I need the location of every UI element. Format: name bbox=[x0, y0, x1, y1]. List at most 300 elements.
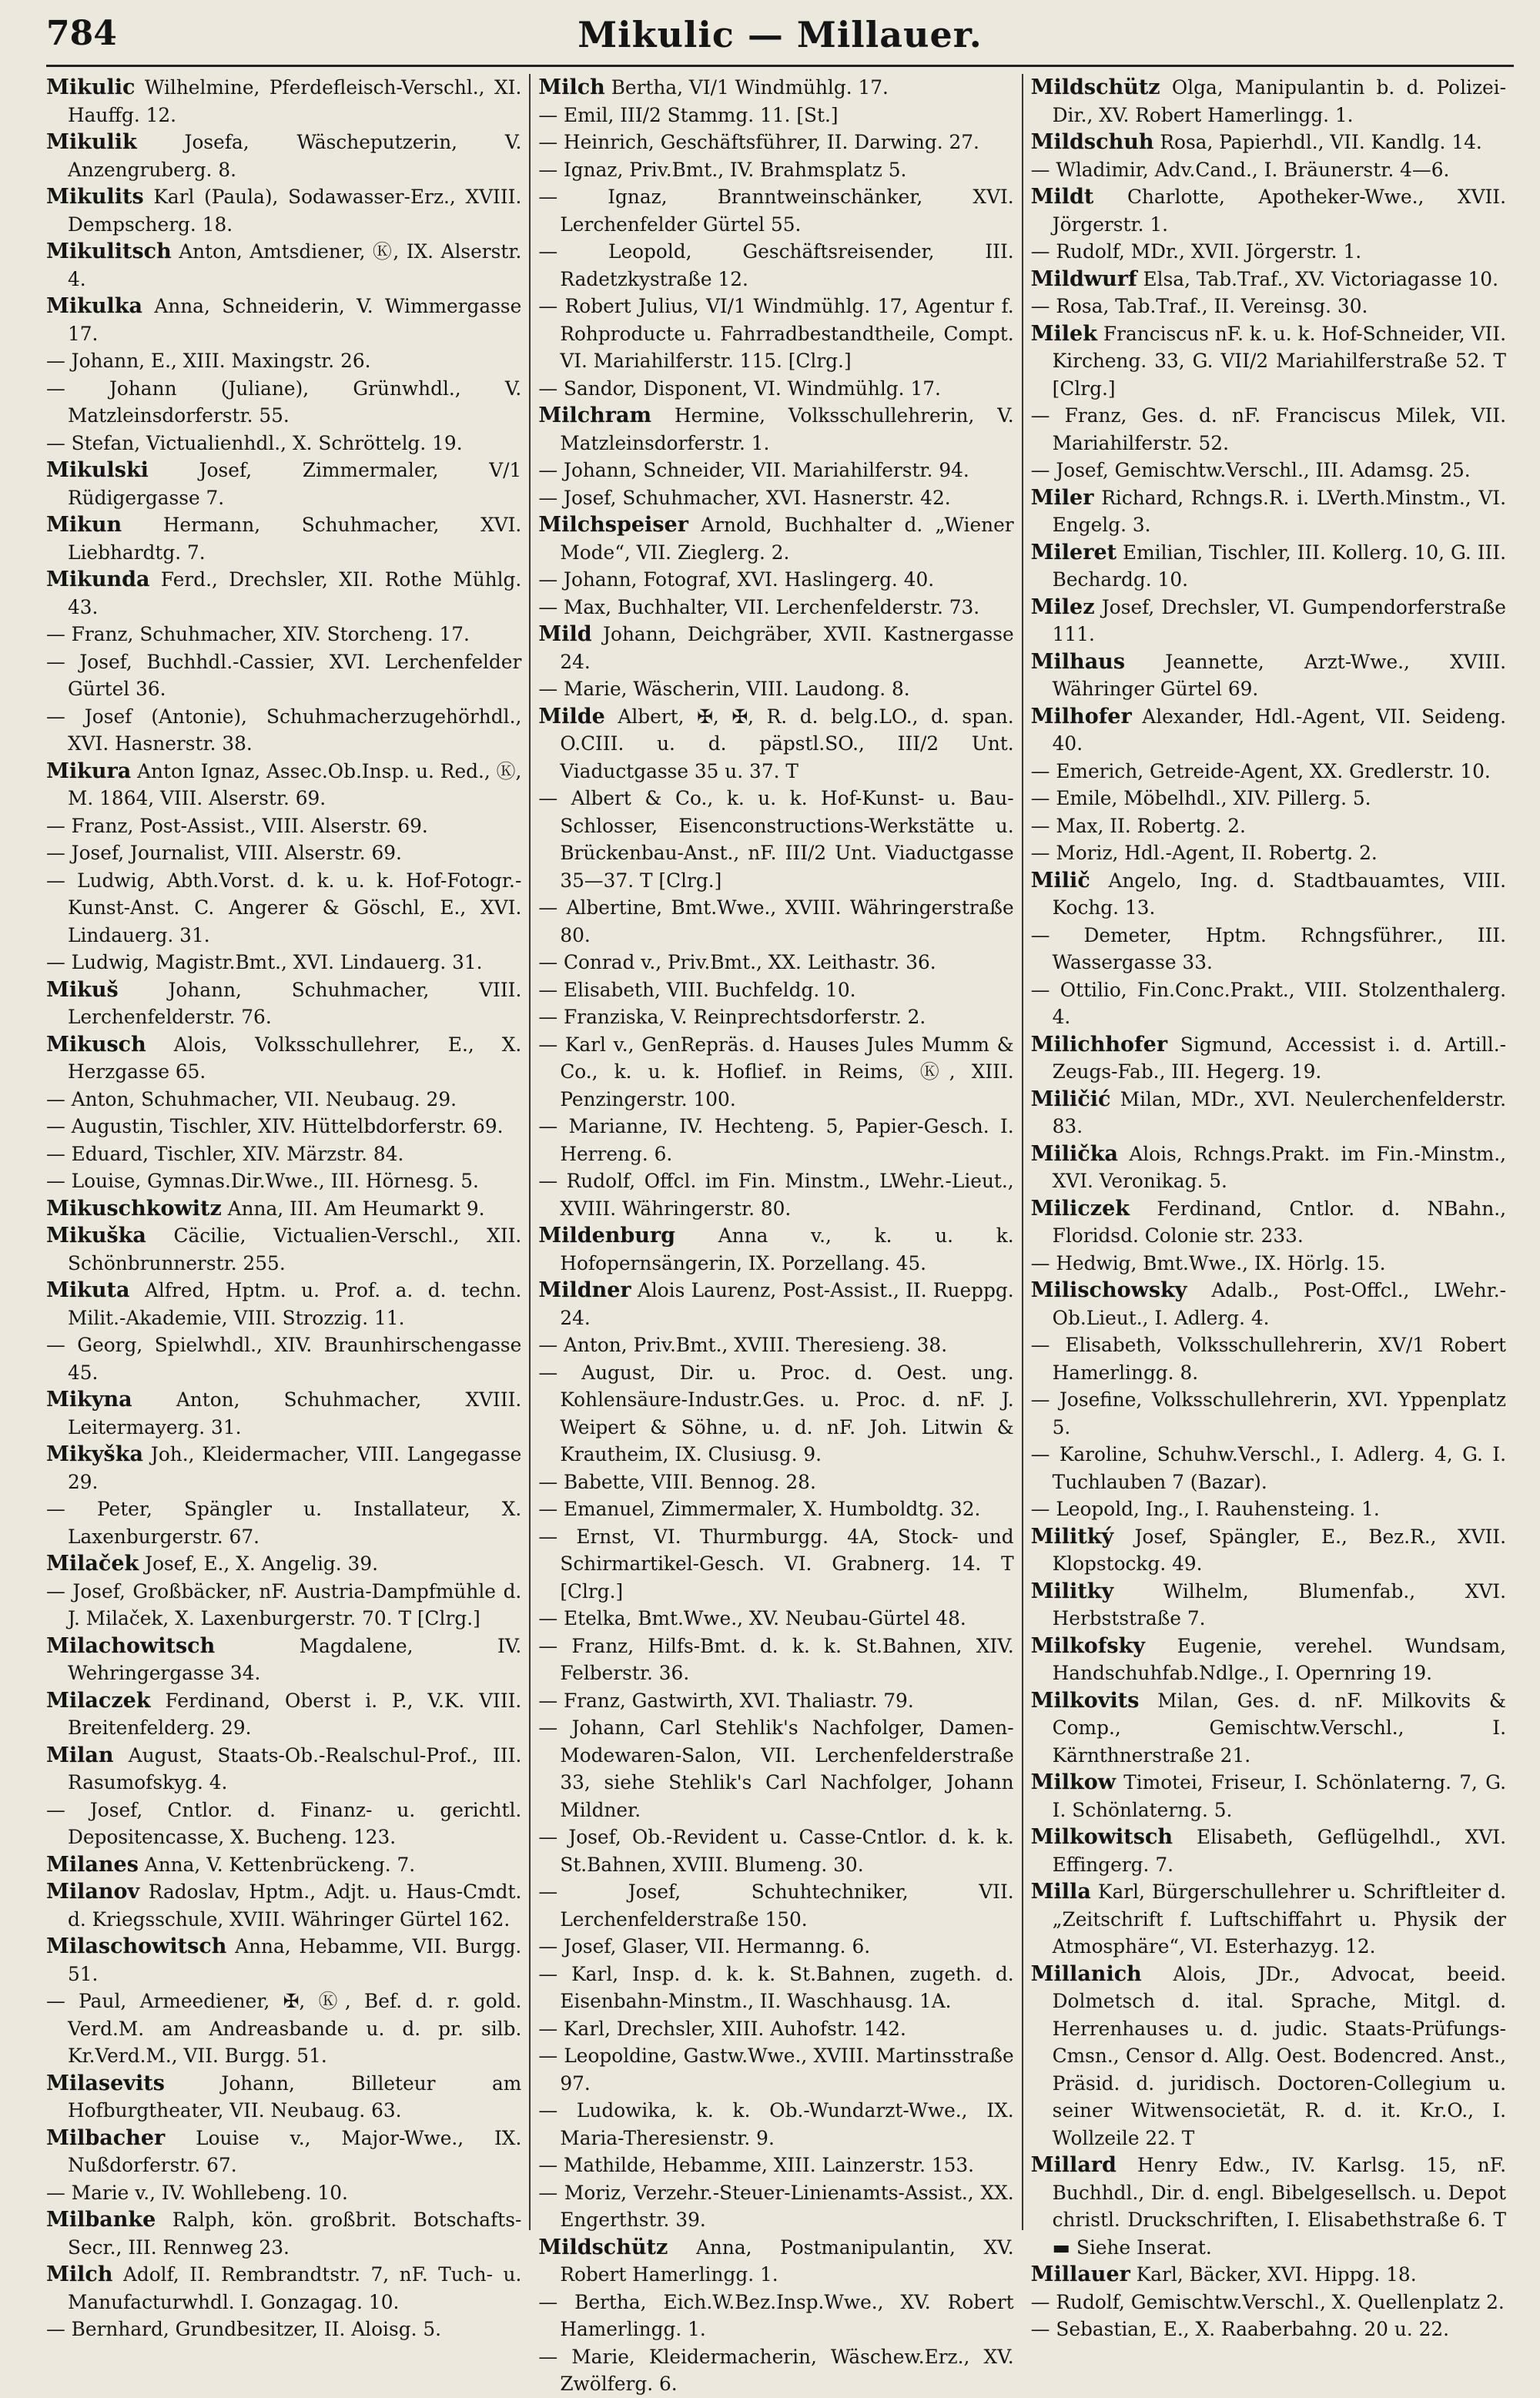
directory-entry bbox=[1031, 812, 1506, 840]
columns bbox=[46, 74, 1514, 2395]
entry-text: Emilian, Tischler, III. Kollerg. 10, G. III. Bechardg. 10. bbox=[1052, 541, 1506, 591]
directory-entry bbox=[46, 457, 521, 511]
entry-text: — Josef, Schuhmacher, XVI. Hasnerstr. 42. bbox=[538, 486, 951, 509]
entry-text: — Heinrich, Geschäftsführer, II. Darwing. 27. bbox=[538, 131, 979, 153]
directory-entry bbox=[1031, 2289, 1506, 2316]
entry-surname: Milez bbox=[1030, 594, 1095, 619]
entry-text: Ferd., Drechsler, XII. Rothe Mühlg. 43. bbox=[68, 568, 522, 618]
entry-surname: Milaschowitsch bbox=[46, 1934, 227, 1958]
entry-surname: Milde bbox=[538, 704, 605, 728]
directory-entry bbox=[46, 621, 521, 648]
entry-text: Anna, Postmanipulantin, XV. Robert Hamerlingg. 1. bbox=[560, 2236, 1014, 2286]
entry-text: — Ignaz, Branntweinschänker, XVI. Lerchenfelder Gürtel 55. bbox=[538, 186, 1014, 236]
entry-text: Henry Edw., IV. Karlsg. 15, nF. Buchhdl., Dir. d. engl. Bibelgesellsch. u. Depot christl. Druckschriften, I. Elisabethstraße 6. T ▬ Siehe Inserat. bbox=[1052, 2154, 1506, 2259]
directory-entry bbox=[1031, 976, 1506, 1031]
directory-entry bbox=[46, 2179, 521, 2207]
entry-surname: Mildschuh bbox=[1030, 130, 1154, 154]
entry-surname: Mildner bbox=[538, 1278, 631, 1302]
entry-surname: Mikura bbox=[46, 759, 132, 783]
directory-entry bbox=[538, 785, 1013, 894]
entry-text: — Karoline, Schuhw.Verschl., I. Adlerg. 4, G. I. Tuchlauben 7 (Bazar). bbox=[1030, 1443, 1506, 1493]
directory-entry bbox=[538, 183, 1013, 238]
entry-text: — Robert Julius, VI/1 Windmühlg. 17, Agentur f. Rohproducte u. Fahrradbestandtheile, Compt. VI. Mariahilferstr. 115. [Clrg.] bbox=[538, 295, 1014, 372]
directory-entry bbox=[538, 74, 1013, 102]
entry-surname: Mikulitsch bbox=[46, 239, 172, 263]
entry-text: Josef, E., X. Angelig. 39. bbox=[145, 1552, 378, 1575]
directory-entry bbox=[538, 2015, 1013, 2043]
entry-text: — Ignaz, Priv.Bmt., IV. Brahmsplatz 5. bbox=[538, 158, 907, 181]
directory-entry bbox=[46, 1113, 521, 1140]
directory-entry bbox=[538, 2289, 1013, 2343]
directory-entry bbox=[1031, 839, 1506, 867]
directory-entry bbox=[46, 1851, 521, 1879]
entry-surname: Mild bbox=[538, 622, 592, 646]
entry-text: Joh., Kleidermacher, VIII. Langegasse 29. bbox=[68, 1443, 522, 1493]
column-2 bbox=[531, 74, 1023, 2395]
directory-entry bbox=[46, 183, 521, 238]
entry-text: — Rudolf, Offcl. im Fin. Minstm., LWehr.-Lieut., XVIII. Währingerstr. 80. bbox=[538, 1170, 1014, 1220]
directory-entry bbox=[538, 1277, 1013, 1331]
entry-text: Bertha, VI/1 Windmühlg. 17. bbox=[611, 76, 889, 99]
directory-entry bbox=[46, 511, 521, 566]
directory-entry bbox=[46, 648, 521, 703]
directory-entry bbox=[538, 1469, 1013, 1496]
directory-entry bbox=[538, 1687, 1013, 1715]
entry-surname: Milhofer bbox=[1030, 704, 1132, 728]
directory-entry bbox=[46, 430, 521, 457]
directory-entry bbox=[46, 867, 521, 949]
entry-text: — Ludowika, k. k. Ob.-Wundarzt-Wwe., IX. Maria-Theresienstr. 9. bbox=[538, 2099, 1014, 2149]
entry-text: Ralph, kön. großbrit. Botschafts-Secr., III. Rennweg 23. bbox=[68, 2209, 522, 2259]
entry-text: — Stefan, Victualienhdl., X. Schröttelg. 19. bbox=[46, 431, 463, 454]
directory-entry bbox=[1031, 1031, 1506, 1086]
entry-surname: Mikulits bbox=[46, 185, 144, 209]
entry-text: — Albertine, Bmt.Wwe., XVIII. Währingerstraße 80. bbox=[538, 896, 1014, 946]
directory-entry bbox=[46, 566, 521, 621]
column-1 bbox=[46, 74, 531, 2340]
directory-entry bbox=[538, 511, 1013, 566]
entry-text: — Franz, Gastwirth, XVI. Thaliastr. 79. bbox=[538, 1689, 914, 1712]
directory-entry bbox=[1031, 1961, 1506, 2152]
entry-text: Alois, JDr., Advocat, beeid. Dolmetsch d. ital. Sprache, Mitgl. d. Herrenhauses u. d. judic. Staats-Prüfungs-Cmsn., Censor d. Allg. Oest. Bodencred. Anst., Präsid. d. juridisch. Doctoren-Collegium u. seiner Witwensocietät, R. d. it. Kr.O., I. Wollzeile 22. T bbox=[1052, 1962, 1506, 2149]
directory-entry bbox=[538, 156, 1013, 184]
directory-entry bbox=[1031, 1086, 1506, 1140]
entry-text: — Paul, Armeediener, ✠, Ⓚ, Bef. d. r. gold. Verd.M. am Andreasbande u. d. pr. silb. Kr.Verd.M., VII. Burgg. 51. bbox=[46, 1990, 522, 2067]
entry-surname: Miličić bbox=[1030, 1087, 1111, 1111]
directory-entry bbox=[538, 484, 1013, 512]
entry-text: Hermann, Schuhmacher, XVI. Liebhardtg. 7. bbox=[68, 514, 522, 564]
entry-text: — Elisabeth, VIII. Buchfeldg. 10. bbox=[538, 978, 856, 1001]
entry-text: Anton, Schuhmacher, XVIII. Leitermayerg. 31. bbox=[68, 1388, 522, 1438]
entry-text: — Leopold, Geschäftsreisender, III. Radetzkystraße 12. bbox=[538, 240, 1014, 290]
entry-surname: Milička bbox=[1030, 1141, 1118, 1166]
directory-entry bbox=[1031, 1250, 1506, 1278]
directory-entry bbox=[1031, 758, 1506, 785]
entry-text: Anna, V. Kettenbrückeng. 7. bbox=[144, 1853, 416, 1876]
entry-surname: Mildt bbox=[1030, 185, 1094, 209]
entry-surname: Milaczek bbox=[46, 1688, 151, 1713]
entry-surname: Milichhofer bbox=[1030, 1032, 1168, 1057]
directory-entry bbox=[1031, 594, 1506, 648]
directory-entry bbox=[46, 1441, 521, 1495]
directory-entry bbox=[46, 1195, 521, 1223]
entry-surname: Milaček bbox=[46, 1552, 139, 1576]
directory-entry bbox=[538, 2042, 1013, 2097]
directory-entry bbox=[538, 1031, 1013, 1114]
directory-entry bbox=[538, 2152, 1013, 2179]
entry-text: Johann, Schuhmacher, VIII. Lerchenfelderstr. 76. bbox=[68, 978, 522, 1028]
directory-entry bbox=[538, 1961, 1013, 2015]
entry-surname: Mikulik bbox=[46, 130, 137, 154]
entry-text: Alois, Volksschullehrer, E., X. Herzgasse 65. bbox=[68, 1033, 522, 1083]
entry-text: — Etelka, Bmt.Wwe., XV. Neubau-Gürtel 48. bbox=[538, 1607, 966, 1629]
directory-entry bbox=[1031, 129, 1506, 156]
directory-entry bbox=[1031, 1578, 1506, 1633]
entry-surname: Milbacher bbox=[46, 2125, 166, 2150]
directory-entry bbox=[46, 74, 521, 129]
directory-entry bbox=[1031, 703, 1506, 758]
entry-text: — Josef, Glaser, VII. Hermanng. 6. bbox=[538, 1935, 871, 1958]
entry-text: — Sebastian, E., X. Raaberbahng. 20 u. 22. bbox=[1030, 2318, 1450, 2340]
entry-text: Elsa, Tab.Traf., XV. Victoriagasse 10. bbox=[1143, 267, 1498, 290]
entry-text: Alexander, Hdl.-Agent, VII. Seideng. 40. bbox=[1052, 705, 1506, 755]
entry-text: Elisabeth, Geflügelhdl., XVI. Effingerg. 7. bbox=[1052, 1826, 1506, 1876]
entry-text: — Johann (Juliane), Grünwhdl., V. Matzleinsdorferstr. 55. bbox=[46, 377, 522, 427]
entry-text: Hermine, Volksschullehrerin, V. Matzleinsdorferstr. 1. bbox=[560, 404, 1014, 454]
directory-entry bbox=[1031, 238, 1506, 266]
entry-text: Anna v., k. u. k. Hofopernsängerin, IX. Porzellang. 45. bbox=[560, 1224, 1014, 1274]
directory-entry bbox=[538, 2179, 1013, 2234]
directory-entry bbox=[1031, 1331, 1506, 1386]
directory-entry bbox=[538, 621, 1013, 675]
entry-text: — Anton, Priv.Bmt., XVIII. Theresieng. 38. bbox=[538, 1334, 948, 1356]
entry-text: — Sandor, Disponent, VI. Windmühlg. 17. bbox=[538, 377, 941, 400]
entry-surname: Milasevits bbox=[46, 2071, 165, 2095]
entry-text: Rosa, Papierhdl., VII. Kandlg. 14. bbox=[1160, 131, 1482, 153]
entry-text: — Johann, E., XIII. Maxingstr. 26. bbox=[46, 350, 371, 372]
entry-surname: Mikulka bbox=[46, 294, 142, 318]
directory-entry bbox=[538, 594, 1013, 621]
directory-entry bbox=[538, 402, 1013, 457]
directory-entry bbox=[538, 2343, 1013, 2398]
entry-surname: Millauer bbox=[1030, 2262, 1130, 2286]
directory-entry bbox=[46, 1277, 521, 1331]
entry-text: — Peter, Spängler u. Installateur, X. Laxenburgerstr. 67. bbox=[46, 1498, 522, 1548]
directory-entry bbox=[46, 839, 521, 867]
directory-entry bbox=[1031, 320, 1506, 403]
directory-entry bbox=[538, 1222, 1013, 1277]
entry-surname: Milkowitsch bbox=[1030, 1825, 1173, 1849]
entry-text: Karl, Bäcker, XVI. Hippg. 18. bbox=[1136, 2263, 1417, 2286]
entry-text: Josef, Drechsler, VI. Gumpendorferstraße 111. bbox=[1052, 595, 1506, 645]
directory-entry bbox=[1031, 539, 1506, 594]
entry-text: Anton Ignaz, Assec.Ob.Insp. u. Red., Ⓚ, M. 1864, VIII. Alserstr. 69. bbox=[68, 759, 522, 809]
directory-entry bbox=[46, 949, 521, 976]
entry-text: — Franz, Schuhmacher, XIV. Storcheng. 17. bbox=[46, 623, 470, 645]
entry-surname: Mikun bbox=[46, 513, 122, 537]
directory-entry bbox=[46, 1167, 521, 1195]
entry-text: — Johann, Schneider, VII. Mariahilferstr. 94. bbox=[538, 459, 969, 481]
entry-surname: Mildschütz bbox=[1030, 75, 1160, 99]
directory-entry bbox=[538, 1167, 1013, 1222]
entry-surname: Millard bbox=[1030, 2153, 1116, 2177]
directory-entry bbox=[1031, 867, 1506, 922]
entry-text: Karl, Bürgerschullehrer u. Schriftleiter d. „Zeitschrift f. Luftschiffahrt u. Physik der Atmosphäre“, VI. Esterhazyg. 12. bbox=[1052, 1881, 1506, 1958]
directory-entry bbox=[1031, 183, 1506, 238]
entry-text: — Franz, Hilfs-Bmt. d. k. k. St.Bahnen, XIV. Felberstr. 36. bbox=[538, 1634, 1014, 1684]
column-3 bbox=[1023, 74, 1514, 2340]
entry-text: — Bernhard, Grundbesitzer, II. Aloisg. 5. bbox=[46, 2318, 441, 2340]
directory-entry bbox=[538, 1633, 1013, 1687]
entry-text: Sigmund, Accessist i. d. Artill.-Zeugs-Fab., III. Hegerg. 19. bbox=[1052, 1033, 1506, 1083]
directory-entry bbox=[46, 2316, 521, 2343]
entry-surname: Mikuschkowitz bbox=[46, 1196, 222, 1221]
entry-text: Richard, Rchngs.R. i. LVerth.Minstm., VI. Engelg. 3. bbox=[1052, 486, 1506, 536]
directory-entry bbox=[46, 1933, 521, 1988]
entry-text: — Ludwig, Magistr.Bmt., XVI. Lindauerg. 31. bbox=[46, 951, 483, 973]
entry-text: Anton, Amtsdiener, Ⓚ, IX. Alserstr. 4. bbox=[68, 240, 522, 290]
directory-entry bbox=[1031, 1140, 1506, 1195]
entry-text: — Augustin, Tischler, XIV. Hüttelbdorferstr. 69. bbox=[46, 1115, 504, 1137]
directory-entry bbox=[46, 1031, 521, 1086]
entry-text: Milan, MDr., XVI. Neulerchenfelderstr. 83. bbox=[1052, 1087, 1506, 1137]
directory-entry bbox=[1031, 1878, 1506, 1961]
entry-surname: Militký bbox=[1030, 1524, 1114, 1549]
entry-text: Josefa, Wäscheputzerin, V. Anzengruberg. 8. bbox=[68, 131, 522, 181]
directory-entry bbox=[46, 238, 521, 293]
entry-text: — Franz, Ges. d. nF. Franciscus Milek, VII. Mariahilferstr. 52. bbox=[1030, 404, 1506, 454]
directory-entry bbox=[46, 2070, 521, 2125]
page-title: Mikulic — Millauer. bbox=[578, 14, 983, 55]
entry-text: Charlotte, Apotheker-Wwe., XVII. Jörgerstr. 1. bbox=[1052, 186, 1506, 236]
directory-entry bbox=[1031, 1277, 1506, 1331]
directory-entry bbox=[46, 1222, 521, 1277]
directory-entry bbox=[46, 1878, 521, 1933]
directory-entry bbox=[1031, 293, 1506, 320]
entry-surname: Mikuta bbox=[46, 1278, 130, 1302]
directory-entry bbox=[46, 703, 521, 758]
entry-text: — Wladimir, Adv.Cand., I. Bräunerstr. 4—6. bbox=[1030, 158, 1450, 181]
entry-text: — Marie, Wäscherin, VIII. Laudong. 8. bbox=[538, 678, 910, 700]
entry-surname: Mildenburg bbox=[538, 1224, 676, 1248]
entry-surname: Milbanke bbox=[46, 2208, 156, 2232]
directory-entry bbox=[538, 1495, 1013, 1523]
entry-text: — Josef, Schuhtechniker, VII. Lerchenfelderstraße 150. bbox=[538, 1881, 1014, 1931]
entry-surname: Milanov bbox=[46, 1880, 140, 1904]
entry-text: — Karl v., GenRepräs. d. Hauses Jules Mumm & Co., k. u. k. Hoflief. in Reims, Ⓚ, XIII. Penzingerstr. 100. bbox=[538, 1033, 1014, 1110]
directory-entry bbox=[538, 894, 1013, 949]
entry-text: — Franz, Post-Assist., VIII. Alserstr. 69. bbox=[46, 814, 428, 837]
entry-text: Radoslav, Hptm., Adjt. u. Haus-Cmdt. d. Kriegsschule, XVIII. Währinger Gürtel 162. bbox=[68, 1881, 522, 1931]
entry-text: Josef, Spängler, E., Bez.R., XVII. Klopstockg. 49. bbox=[1052, 1525, 1506, 1575]
directory-entry bbox=[46, 2261, 521, 2316]
entry-surname: Milachowitsch bbox=[46, 1633, 216, 1658]
entry-surname: Mildschütz bbox=[538, 2235, 668, 2259]
directory-entry bbox=[538, 1605, 1013, 1633]
directory-entry bbox=[538, 129, 1013, 156]
entry-text: Karl (Paula), Sodawasser-Erz., XVIII. Dempscherg. 18. bbox=[68, 186, 522, 236]
directory-entry bbox=[538, 566, 1013, 594]
entry-text: — Conrad v., Priv.Bmt., XX. Leithastr. 36. bbox=[538, 951, 936, 973]
entry-text: — Bertha, Eich.W.Bez.Insp.Wwe., XV. Robert Hamerlingg. 1. bbox=[538, 2290, 1014, 2340]
entry-text: — Johann, Fotograf, XVI. Haslingerg. 40. bbox=[538, 568, 935, 591]
directory-entry bbox=[538, 1523, 1013, 1606]
entry-text: Alfred, Hptm. u. Prof. a. d. techn. Milit.-Akademie, VIII. Strozzig. 11. bbox=[68, 1279, 522, 1329]
entry-surname: Milischowsky bbox=[1030, 1278, 1187, 1302]
directory-entry bbox=[1031, 1687, 1506, 1770]
entry-surname: Mikulski bbox=[46, 458, 149, 482]
directory-entry bbox=[1031, 648, 1506, 703]
entry-surname: Milchram bbox=[538, 404, 652, 427]
entry-surname: Milkow bbox=[1030, 1770, 1116, 1794]
directory-entry bbox=[538, 2234, 1013, 2289]
directory-entry bbox=[46, 1578, 521, 1633]
entry-text: — Johann, Carl Stehlik's Nachfolger, Damen-Modewaren-Salon, VII. Lerchenfelderstraße 33, siehe Stehlik's Carl Nachfolger, Johann Mildner. bbox=[538, 1716, 1014, 1821]
entry-text: Alois Laurenz, Post-Assist., II. Rueppg. 24. bbox=[560, 1279, 1014, 1329]
entry-text: — Anton, Schuhmacher, VII. Neubaug. 29. bbox=[46, 1087, 457, 1110]
entry-text: Arnold, Buchhalter d. „Wiener Mode“, VII. Zieglerg. 2. bbox=[560, 514, 1014, 564]
directory-entry bbox=[538, 2097, 1013, 2152]
entry-surname: Mildwurf bbox=[1030, 266, 1137, 291]
entry-text: — Emerich, Getreide-Agent, XX. Gredlerstr. 10. bbox=[1030, 759, 1491, 782]
entry-text: Ferdinand, Cntlor. d. NBahn., Floridsd. Colonie str. 233. bbox=[1052, 1197, 1506, 1247]
directory-entry bbox=[46, 976, 521, 1031]
directory-entry bbox=[46, 1331, 521, 1386]
entry-text: — Josef (Antonie), Schuhmacherzugehörhdl., XVI. Hasnerstr. 38. bbox=[46, 705, 522, 755]
directory-entry bbox=[46, 1550, 521, 1578]
directory-entry bbox=[1031, 2316, 1506, 2343]
directory-entry bbox=[538, 457, 1013, 484]
entry-text: Franciscus nF. k. u. k. Hof-Schneider, VII. Kircheng. 33, G. VII/2 Mariahilferstraße 52. T [Clrg.] bbox=[1052, 322, 1506, 400]
directory-entry bbox=[538, 1824, 1013, 1878]
entry-text: Johann, Deichgräber, XVII. Kastnergasse 24. bbox=[560, 623, 1014, 673]
directory-entry bbox=[1031, 2152, 1506, 2261]
entry-surname: Milch bbox=[538, 75, 605, 99]
entry-text: — Hedwig, Bmt.Wwe., IX. Hörlg. 15. bbox=[1030, 1251, 1386, 1274]
directory-entry bbox=[538, 1359, 1013, 1469]
directory-entry bbox=[46, 129, 521, 183]
directory-entry bbox=[538, 949, 1013, 976]
entry-surname: Miliczek bbox=[1030, 1196, 1130, 1221]
entry-surname: Mikuška bbox=[46, 1224, 146, 1248]
entry-text: — Marianne, IV. Hechteng. 5, Papier-Gesch. I. Herreng. 6. bbox=[538, 1115, 1014, 1165]
entry-text: — Josef, Gemischtw.Verschl., III. Adamsg. 25. bbox=[1030, 459, 1471, 481]
entry-text: — Babette, VIII. Bennog. 28. bbox=[538, 1470, 816, 1493]
entry-text: — Moriz, Hdl.-Agent, II. Robertg. 2. bbox=[1030, 842, 1378, 864]
directory-entry bbox=[1031, 457, 1506, 484]
entry-text: — Marie, Kleidermacherin, Wäschew.Erz., XV. Zwölferg. 6. bbox=[538, 2345, 1014, 2395]
directory-entry bbox=[538, 238, 1013, 293]
entry-text: Wilhelm, Blumenfab., XVI. Herbststraße 7. bbox=[1052, 1579, 1506, 1629]
directory-entry bbox=[1031, 1633, 1506, 1687]
entry-surname: Mikyška bbox=[46, 1442, 143, 1466]
entry-text: Wilhelmine, Pferdefleisch-Verschl., XI. Hauffg. 12. bbox=[68, 76, 522, 126]
entry-surname: Milchspeiser bbox=[538, 513, 688, 537]
directory-entry bbox=[46, 1495, 521, 1550]
entry-text: — Ottilio, Fin.Conc.Prakt., VIII. Stolzenthalerg. 4. bbox=[1030, 978, 1506, 1028]
directory-entry bbox=[538, 102, 1013, 129]
directory-entry bbox=[1031, 74, 1506, 129]
entry-surname: Mikyna bbox=[46, 1388, 132, 1412]
entry-text: — Emanuel, Zimmermaler, X. Humboldtg. 32. bbox=[538, 1498, 981, 1520]
entry-surname: Mileret bbox=[1030, 540, 1117, 564]
directory-entry bbox=[1031, 1495, 1506, 1523]
directory-entry bbox=[46, 347, 521, 375]
entry-surname: Milhaus bbox=[1030, 649, 1126, 674]
entry-text: — Josef, Cntlor. d. Finanz- u. gerichtl. Depositencasse, X. Bucheng. 123. bbox=[46, 1798, 522, 1848]
entry-text: Alois, Rchngs.Prakt. im Fin.-Minstm., XVI. Veronikag. 5. bbox=[1052, 1142, 1506, 1192]
entry-text: Timotei, Friseur, I. Schönlaterng. 7, G. I. Schönlaterng. 5. bbox=[1052, 1771, 1506, 1821]
directory-entry bbox=[538, 1878, 1013, 1933]
entry-text: — Rudolf, MDr., XVII. Jörgerstr. 1. bbox=[1030, 240, 1362, 263]
entry-surname: Mikusch bbox=[46, 1032, 146, 1057]
directory-entry bbox=[46, 375, 521, 430]
directory-entry bbox=[46, 1742, 521, 1797]
directory-entry bbox=[46, 1988, 521, 2070]
entry-text: Cäcilie, Victualien-Verschl., XII. Schönbrunnerstr. 255. bbox=[68, 1224, 522, 1274]
entry-text: — Elisabeth, Volksschullehrerin, XV/1 Robert Hamerlingg. 8. bbox=[1030, 1334, 1506, 1384]
directory-entry bbox=[538, 976, 1013, 1004]
entry-text: — Karl, Insp. d. k. k. St.Bahnen, zugeth. d. Eisenbahn-Minstm., II. Waschhausg. 1A. bbox=[538, 1962, 1014, 2012]
directory-entry bbox=[46, 1633, 521, 1687]
directory-entry bbox=[1031, 785, 1506, 812]
directory-entry bbox=[538, 703, 1013, 785]
entry-surname: Milla bbox=[1030, 1880, 1091, 1904]
directory-entry bbox=[538, 1714, 1013, 1824]
entry-text: — Leopoldine, Gastw.Wwe., XVIII. Martinsstraße 97. bbox=[538, 2045, 1014, 2095]
entry-text: — August, Dir. u. Proc. d. Oest. ung. Kohlensäure-Industr.Ges. u. Proc. d. nF. J. Weipert & Söhne, u. d. nF. Joh. Litwin & Krautheim, IX. Clusiusg. 9. bbox=[538, 1361, 1014, 1465]
directory-entry bbox=[46, 2206, 521, 2261]
entry-text: Josef, Zimmermaler, V/1 Rüdigergasse 7. bbox=[68, 459, 522, 509]
directory-entry bbox=[46, 1086, 521, 1114]
directory-entry bbox=[1031, 266, 1506, 293]
entry-surname: Milič bbox=[1030, 868, 1090, 893]
entry-text: — Josef, Ob.-Revident u. Casse-Cntlor. d. k. k. St.Bahnen, XVIII. Blumeng. 30. bbox=[538, 1826, 1014, 1876]
entry-surname: Millanich bbox=[1030, 1961, 1142, 1986]
entry-text: — Demeter, Hptm. Rchngsführer., III. Wassergasse 33. bbox=[1030, 923, 1506, 973]
entry-text: — Ernst, VI. Thurmburgg. 4A, Stock- und Schirmartikel-Gesch. VI. Grabnerg. 14. T [Clrg.] bbox=[538, 1525, 1014, 1603]
directory-entry bbox=[46, 812, 521, 840]
directory-entry bbox=[1031, 156, 1506, 184]
entry-text: — Rosa, Tab.Traf., II. Vereinsg. 30. bbox=[1030, 295, 1368, 317]
entry-text: — Max, II. Robertg. 2. bbox=[1030, 814, 1246, 837]
header-rule bbox=[46, 65, 1514, 67]
entry-text: — Georg, Spielwhdl., XIV. Braunhirschengasse 45. bbox=[46, 1334, 522, 1384]
entry-text: Anna, Hebamme, VII. Burgg. 51. bbox=[68, 1935, 522, 1985]
entry-text: Jeannette, Arzt-Wwe., XVIII. Währinger Gürtel 69. bbox=[1052, 650, 1506, 700]
entry-surname: Milkovits bbox=[1030, 1688, 1140, 1713]
entry-surname: Milkofsky bbox=[1030, 1633, 1145, 1658]
entry-text: — Ludwig, Abth.Vorst. d. k. u. k. Hof-Fotogr.-Kunst-Anst. C. Angerer & Göschl, E., XVI. Lindauerg. 31. bbox=[46, 869, 522, 946]
entry-text: — Leopold, Ing., I. Rauhensteing. 1. bbox=[1030, 1498, 1380, 1520]
directory-entry bbox=[1031, 484, 1506, 539]
entry-surname: Milanes bbox=[46, 1852, 139, 1877]
entry-text: Ferdinand, Oberst i. P., V.K. VIII. Breitenfelderg. 29. bbox=[68, 1689, 522, 1739]
entry-text: Anna, Schneiderin, V. Wimmergasse 17. bbox=[68, 295, 522, 345]
entry-text: — Franziska, V. Reinprechtsdorferstr. 2. bbox=[538, 1006, 926, 1028]
entry-text: — Emil, III/2 Stammg. 11. [St.] bbox=[538, 103, 839, 126]
entry-text: — Max, Buchhalter, VII. Lerchenfelderstr. 73. bbox=[538, 595, 980, 618]
directory-entry bbox=[538, 293, 1013, 375]
directory-entry bbox=[1031, 1386, 1506, 1441]
page-number: 784 bbox=[46, 14, 117, 53]
directory-entry bbox=[1031, 402, 1506, 457]
entry-surname: Milch bbox=[46, 2262, 113, 2286]
directory-entry bbox=[1031, 1195, 1506, 1250]
directory-entry bbox=[46, 1687, 521, 1742]
entry-surname: Miler bbox=[1030, 485, 1094, 510]
entry-text: — Josef, Journalist, VIII. Alserstr. 69. bbox=[46, 842, 402, 864]
